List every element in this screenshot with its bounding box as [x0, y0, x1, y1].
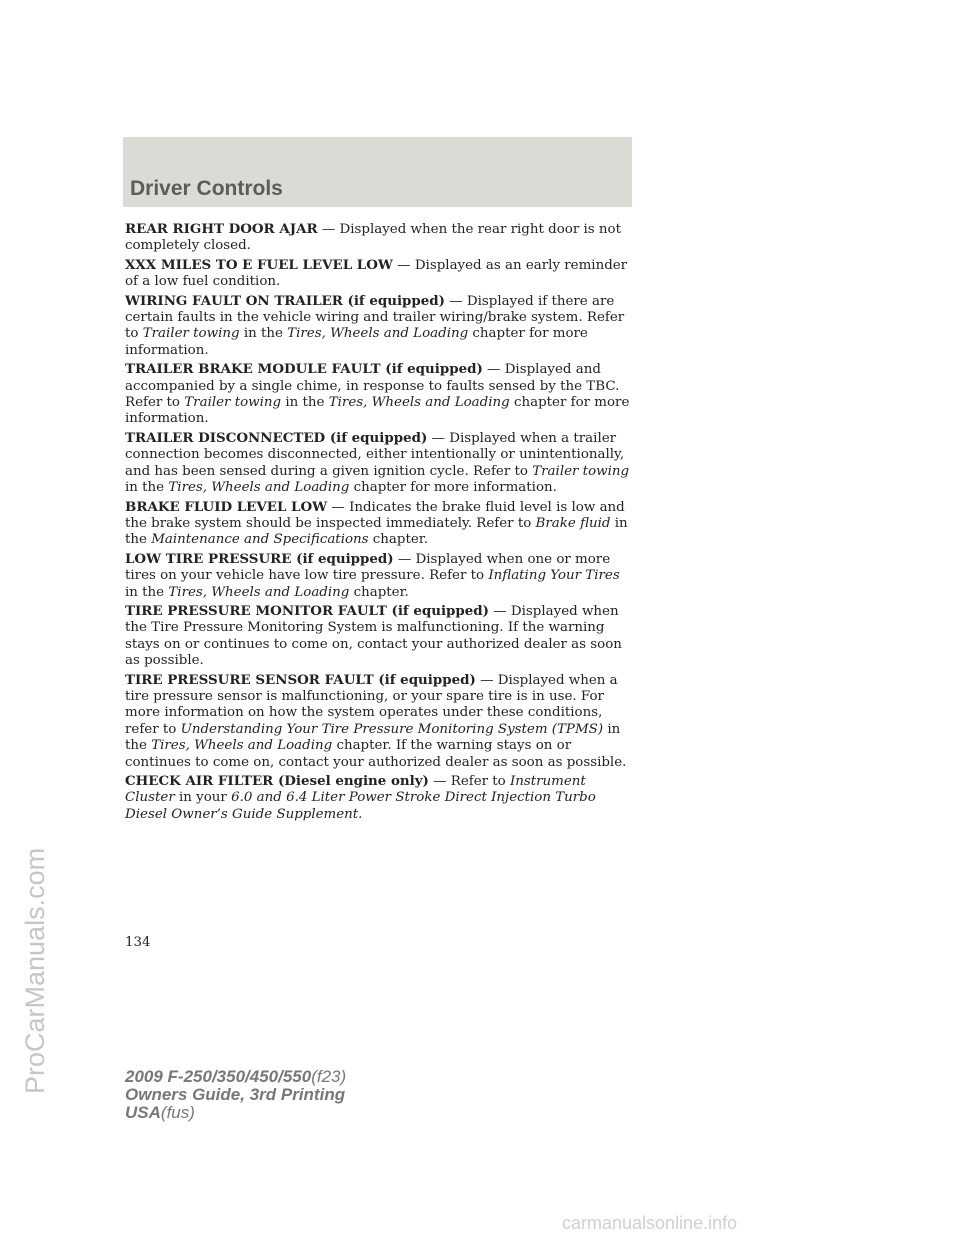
message-description: — Displayed and accompanied by a single chime, in response to faults sensed by the TBC. Refer to: [125, 362, 620, 411]
message-entry: [125, 257, 635, 291]
cross-reference: Inflating Your Tires: [488, 568, 620, 584]
message-entry: [125, 221, 635, 255]
message-term: TIRE PRESSURE MONITOR FAULT (if equipped): [125, 602, 489, 619]
message-description: in the: [125, 584, 169, 600]
message-description: chapter for more information.: [349, 480, 557, 496]
document-footer: [125, 1068, 346, 1122]
cross-reference: Tires, Wheels and Loading: [168, 584, 350, 600]
message-description: in the: [125, 721, 621, 754]
message-term: TRAILER BRAKE MODULE FAULT (if equipped): [125, 361, 483, 378]
footer-model-code: (f23): [311, 1067, 347, 1086]
footer-line-model: [125, 1068, 346, 1086]
message-description: — Displayed when the rear right door is not completely closed.: [125, 222, 621, 254]
message-entry: [125, 361, 635, 428]
bottom-watermark: carmanualsonline.info: [562, 1213, 738, 1233]
footer-line-market: [125, 1104, 346, 1122]
message-entry: [125, 551, 635, 601]
message-description: — Displayed as an early reminder of a low fuel condition.: [125, 257, 628, 290]
message-entry: [125, 773, 635, 823]
message-description: chapter for more information.: [125, 326, 588, 358]
message-description: — Displayed when the Tire Pressure Monitoring System is malfunctioning. If the warning stays on or continues to come on, contact your authorized dealer as soon as possible.: [125, 603, 622, 669]
cross-reference: Tires, Wheels and Loading: [328, 395, 510, 411]
message-term: TIRE PRESSURE SENSOR FAULT (if equipped): [125, 671, 476, 688]
message-term: XXX MILES TO E FUEL LEVEL LOW: [125, 256, 393, 273]
message-description: chapter for more information.: [125, 395, 630, 427]
message-description: — Indicates the brake fluid level is low and the brake system should be inspected immediately. Refer to: [125, 499, 625, 531]
message-description: chapter. If the warning stays on or continues to come on, contact your authorized dealer as soon as possible.: [125, 738, 627, 770]
footer-model: 2009 F-250/350/450/550: [125, 1067, 312, 1086]
cross-reference: Instrument Cluster: [125, 774, 586, 806]
message-entry: [125, 499, 635, 549]
message-entry: [125, 293, 635, 360]
message-description: in the: [125, 480, 169, 496]
side-watermark: ProCarManuals.com: [20, 847, 50, 1094]
message-description: — Displayed when one or more tires on your vehicle have low tire pressure. Refer to: [125, 551, 611, 584]
message-description: — Displayed when a tire pressure sensor is malfunctioning, or your spare tire is in use. For more information on how the system operates under these conditions, refer to: [125, 672, 618, 737]
message-description: in the: [281, 395, 329, 411]
message-description: — Refer to: [428, 774, 510, 789]
page-number: 134: [125, 935, 151, 950]
footer-market-code: (fus): [160, 1103, 195, 1122]
cross-reference: Tires, Wheels and Loading: [151, 738, 333, 754]
message-term: BRAKE FLUID LEVEL LOW: [125, 498, 328, 515]
message-entry: [125, 672, 635, 771]
message-description: — Displayed when a trailer connection becomes disconnected, either intentionally or unintentionally, and has been sensed during a given ignition cycle. Refer to: [125, 430, 625, 479]
cross-reference: Tires, Wheels and Loading: [168, 480, 350, 496]
cross-reference: Maintenance and Specifications: [151, 532, 369, 548]
message-description: in your: [174, 790, 232, 806]
footer-market: USA: [125, 1103, 161, 1122]
message-term: LOW TIRE PRESSURE (if equipped): [125, 550, 394, 567]
message-term: TRAILER DISCONNECTED (if equipped): [125, 429, 428, 446]
cross-reference: Trailer towing: [142, 326, 240, 342]
cross-reference: Trailer towing: [532, 463, 630, 479]
message-entry: [125, 430, 635, 497]
footer-line-edition: Owners Guide, 3rd Printing: [125, 1085, 346, 1104]
cross-reference: 6.0 and 6.4 Liter Power Stroke Direct Injection Turbo Diesel Owner’s Guide Supplement.: [125, 790, 596, 822]
message-description: chapter.: [349, 584, 409, 600]
chapter-title: Driver Controls: [130, 177, 283, 200]
cross-reference: Understanding Your Tire Pressure Monitoring System (TPMS): [180, 721, 604, 737]
cross-reference: Trailer towing: [184, 395, 282, 411]
cross-reference: Tires, Wheels and Loading: [287, 326, 469, 342]
message-description: chapter.: [368, 532, 428, 548]
message-entry: [125, 603, 635, 670]
message-term: REAR RIGHT DOOR AJAR: [125, 221, 318, 237]
message-term: WIRING FAULT ON TRAILER (if equipped): [125, 292, 445, 309]
message-description: — Displayed if there are certain faults in the vehicle wiring and trailer wiring/brake system. Refer to: [125, 293, 625, 342]
cross-reference: Brake fluid: [535, 515, 611, 531]
message-description: in the: [239, 326, 288, 342]
warning-message-list: [125, 221, 635, 825]
message-description: in the: [125, 515, 628, 548]
message-term: CHECK AIR FILTER (Diesel engine only): [125, 773, 429, 789]
